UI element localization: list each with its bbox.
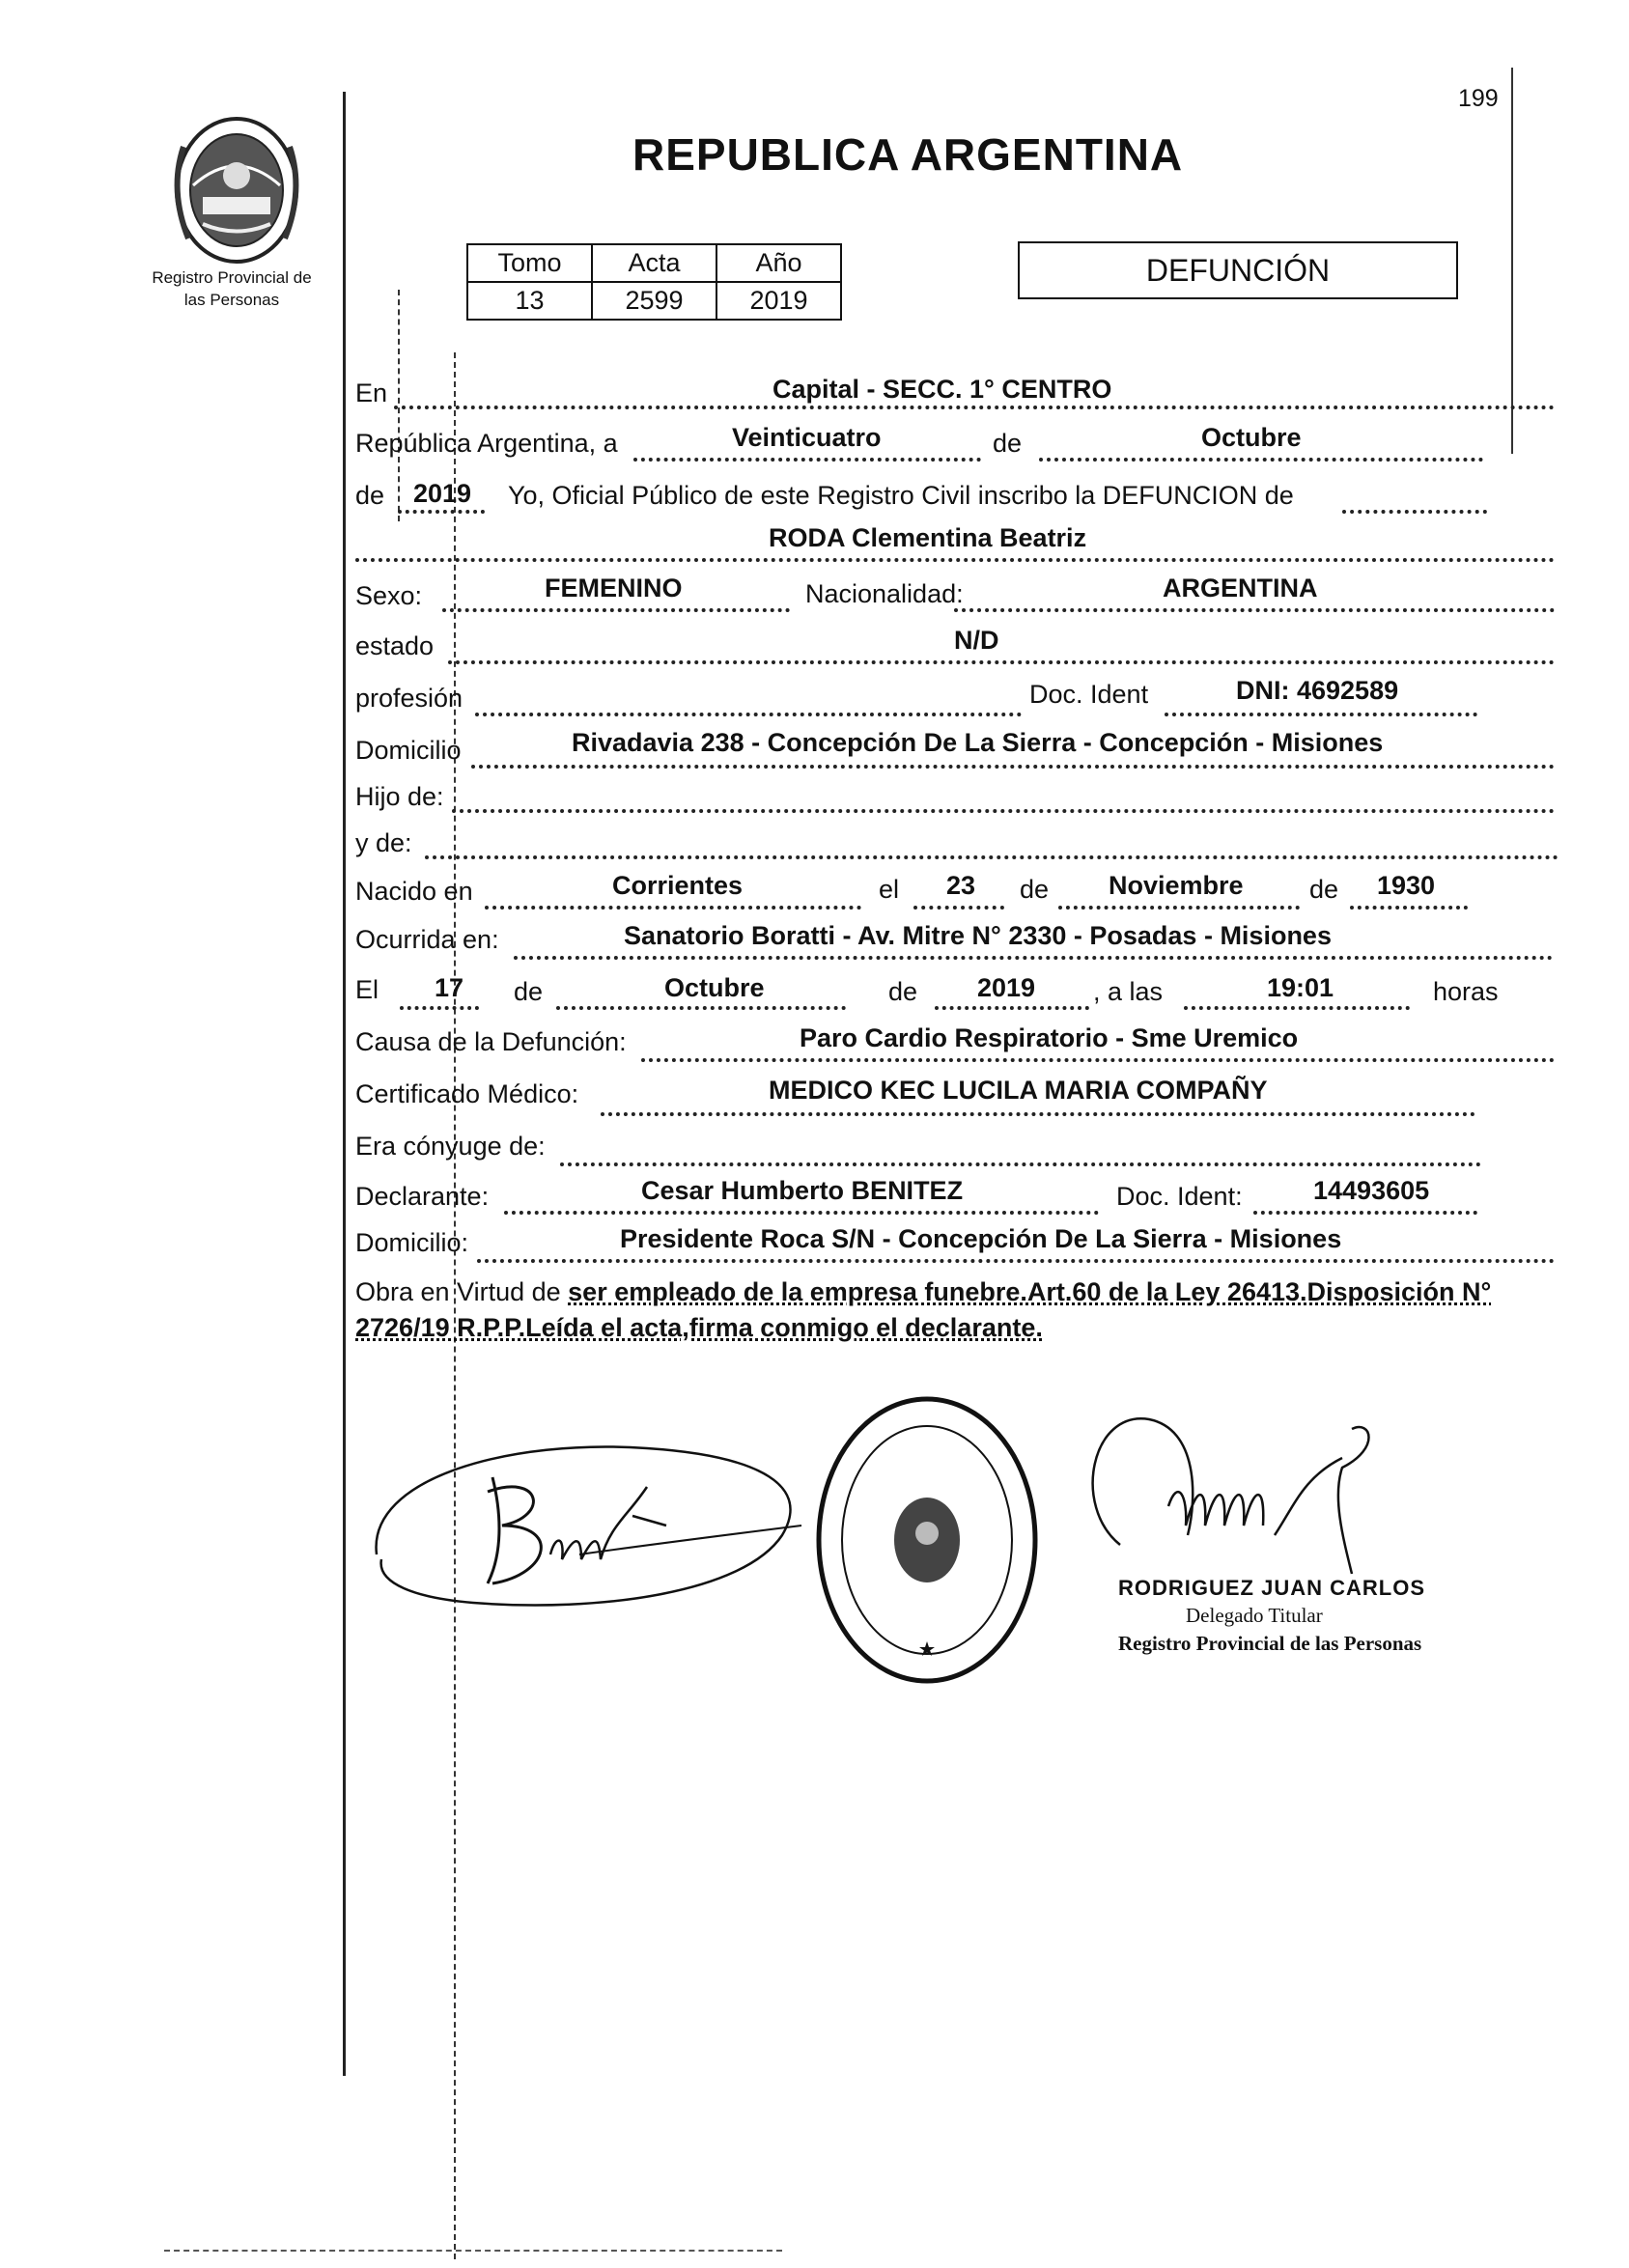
- registry-value-tomo: 13: [467, 282, 592, 320]
- official-signature: [1053, 1390, 1458, 1583]
- dotted-line: [601, 1112, 1475, 1116]
- provincial-crest-seal: [164, 108, 309, 272]
- declarant-signature: [357, 1390, 811, 1651]
- value-declarante-domicilio: Presidente Roca S/N - Concepción De La Sierra - Misiones: [620, 1224, 1342, 1253]
- registry-header-tomo: Tomo: [467, 244, 592, 282]
- value-estado: N/D: [954, 626, 999, 655]
- registry-header-acta: Acta: [592, 244, 716, 282]
- dotted-line: [400, 1006, 479, 1010]
- label-sexo: Sexo:: [355, 581, 423, 610]
- obra-en-virtud-paragraph: [355, 1274, 1514, 1346]
- page-number: 199: [1458, 85, 1499, 112]
- label-doc-ident: Doc. Ident: [1029, 680, 1149, 709]
- label-estado: estado: [355, 631, 435, 660]
- dotted-line: [913, 906, 1004, 910]
- dotted-line: [954, 608, 1555, 612]
- dotted-line: [394, 406, 1555, 409]
- label-de-anio: de: [355, 481, 385, 510]
- dotted-line: [504, 1211, 1099, 1215]
- value-declarante: Cesar Humberto BENITEZ: [641, 1176, 964, 1205]
- dotted-line: [1350, 906, 1468, 910]
- dotted-line: [485, 906, 861, 910]
- label-domicilio-declarante: Domicilio:: [355, 1228, 469, 1257]
- dotted-line: [560, 1162, 1481, 1166]
- label-y-de: y de:: [355, 828, 412, 857]
- official-stamp: [811, 1390, 1043, 1690]
- dotted-line: [1058, 906, 1300, 910]
- label-horas: horas: [1433, 977, 1499, 1006]
- label-obra-en: Obra en Virtud de: [355, 1277, 561, 1306]
- value-certificado: MEDICO KEC LUCILA MARIA COMPAÑY: [769, 1076, 1268, 1105]
- value-nacido-en: Corrientes: [612, 871, 744, 900]
- label-de: de: [1020, 875, 1050, 904]
- value-nacido-dia: 23: [946, 871, 976, 900]
- dotted-line: [442, 608, 790, 612]
- right-margin-rule: [1511, 68, 1513, 454]
- label-el-cap: El: [355, 975, 379, 1004]
- crest-caption: [130, 266, 333, 311]
- value-declarante-doc: 14493605: [1313, 1176, 1430, 1205]
- dotted-line: [1184, 1006, 1410, 1010]
- value-fallec-mes: Octubre: [664, 973, 765, 1002]
- document-type-box: DEFUNCIÓN: [1018, 241, 1458, 299]
- value-anio: 2019: [413, 479, 472, 508]
- dotted-line: [425, 855, 1559, 859]
- dotted-line: [1253, 1211, 1477, 1215]
- value-causa: Paro Cardio Respiratorio - Sme Uremico: [800, 1023, 1299, 1052]
- crest-caption-line2: las Personas: [183, 291, 280, 309]
- registry-value-anio: 2019: [716, 282, 841, 320]
- label-certificado: Certificado Médico:: [355, 1079, 579, 1108]
- value-fallec-anio: 2019: [977, 973, 1036, 1002]
- label-ocurrida-en: Ocurrida en:: [355, 925, 499, 954]
- official-office: Registro Provincial de las Personas: [1118, 1632, 1422, 1655]
- label-domicilio: Domicilio: [355, 736, 462, 765]
- dotted-line: [1342, 510, 1487, 514]
- value-doc-ident: DNI: 4692589: [1236, 676, 1399, 705]
- dotted-line: [398, 510, 485, 514]
- value-lugar: Capital - SECC. 1° CENTRO: [772, 375, 1112, 404]
- dotted-line: [556, 1006, 846, 1010]
- crest-caption-line1: Registro Provincial de: [152, 268, 312, 287]
- value-obra-text: ser empleado de la empresa funebre.Art.60 de la Ley 26413.Disposición N° 2726/19 R.P.P.Leída el acta,firma conmigo el declarante.: [355, 1277, 1492, 1342]
- value-dia-texto: Veinticuatro: [732, 423, 882, 452]
- label-conyuge: Era cónyuge de:: [355, 1132, 546, 1161]
- dotted-line: [633, 458, 981, 462]
- label-causa: Causa de la Defunción:: [355, 1027, 627, 1056]
- official-name: RODRIGUEZ JUAN CARLOS: [1118, 1576, 1426, 1600]
- value-fallec-dia: 17: [435, 973, 464, 1002]
- value-nacido-anio: 1930: [1377, 871, 1436, 900]
- value-fallec-hora: 19:01: [1267, 973, 1334, 1002]
- label-yo-oficial: Yo, Oficial Público de este Registro Civil inscribo la DEFUNCION de: [508, 481, 1294, 510]
- dotted-line: [1039, 458, 1483, 462]
- value-fallecido: RODA Clementina Beatriz: [769, 523, 1087, 552]
- value-nacionalidad: ARGENTINA: [1163, 574, 1318, 602]
- label-nacionalidad: Nacionalidad:: [805, 579, 964, 608]
- dotted-line: [448, 660, 1555, 664]
- value-sexo: FEMENINO: [545, 574, 683, 602]
- value-mes: Octubre: [1201, 423, 1302, 452]
- left-margin-rule: [343, 92, 346, 2076]
- dotted-line: [641, 1058, 1555, 1062]
- registry-table: [466, 243, 842, 321]
- registry-header-anio: Año: [716, 244, 841, 282]
- dotted-line: [475, 713, 1022, 716]
- label-a-las: , a las: [1093, 977, 1164, 1006]
- label-de: de: [514, 977, 544, 1006]
- label-en: En: [355, 378, 388, 407]
- label-profesion: profesión: [355, 684, 463, 713]
- label-doc-ident-declarante: Doc. Ident:: [1116, 1182, 1243, 1211]
- dotted-line: [514, 956, 1553, 960]
- dotted-line: [477, 1259, 1555, 1263]
- dotted-line: [935, 1006, 1089, 1010]
- value-domicilio: Rivadavia 238 - Concepción De La Sierra - Concepción - Misiones: [572, 728, 1384, 757]
- official-role: Delegado Titular: [1186, 1604, 1323, 1627]
- dotted-line: [1165, 713, 1477, 716]
- bottom-edge-mark: [164, 2250, 782, 2252]
- label-de: de: [1309, 875, 1339, 904]
- registry-value-acta: 2599: [592, 282, 716, 320]
- label-de: de: [888, 977, 918, 1006]
- dotted-line: [471, 765, 1555, 769]
- dotted-line: [452, 809, 1555, 813]
- label-nacido-en: Nacido en: [355, 877, 473, 906]
- value-nacido-mes: Noviembre: [1109, 871, 1244, 900]
- label-hijo-de: Hijo de:: [355, 782, 444, 811]
- page-title: REPUBLICA ARGENTINA: [632, 129, 1184, 180]
- official-signature-block: [1118, 1574, 1425, 1658]
- label-el: el: [879, 875, 900, 904]
- dotted-line: [355, 558, 1555, 562]
- label-republica: República Argentina, a: [355, 429, 618, 458]
- label-de: de: [993, 429, 1023, 458]
- value-ocurrida-en: Sanatorio Boratti - Av. Mitre N° 2330 - Posadas - Misiones: [624, 921, 1332, 950]
- label-declarante: Declarante:: [355, 1182, 490, 1211]
